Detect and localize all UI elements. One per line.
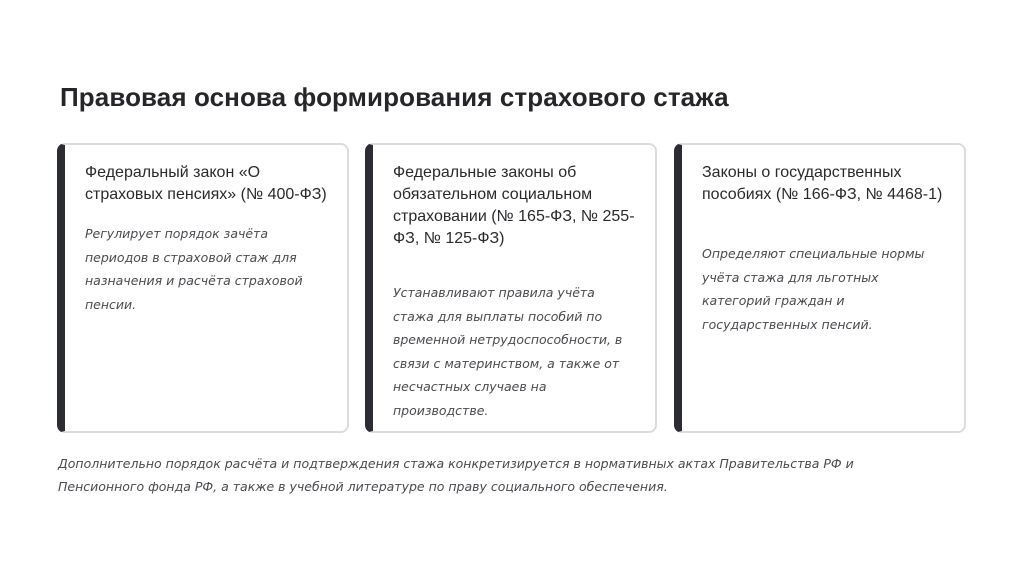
law-cards xyxy=(57,143,966,433)
card-description: Регулирует порядок зачёта периодов в страховой стаж для назначения и расчёта страховой пенсии. xyxy=(85,226,303,312)
card-description: Устанавливают правила учёта стажа для выплаты пособий по временной нетрудоспособности, в связи с материнством, а также от несчастных случаев на производстве. xyxy=(393,285,623,418)
footnote: Дополнительно порядок расчёта и подтверждения стажа конкретизируется в нормативных актах Правительства РФ и Пенсионного фонда РФ, а также в учебной литературе по праву социального обеспечения. xyxy=(58,456,854,494)
card-title: Федеральные законы об обязательном социальном страховании (№ 165-ФЗ, № 255-ФЗ, № 125-ФЗ) xyxy=(393,164,635,247)
law-card-social-insurance xyxy=(365,143,657,433)
card-description: Определяют специальные нормы учёта стажа для льготных категорий граждан и государственных пенсий. xyxy=(702,246,925,332)
law-card-400-fz xyxy=(57,143,349,433)
card-title: Федеральный закон «О страховых пенсиях» (№ 400-ФЗ) xyxy=(85,164,327,203)
page-title: Правовая основа формирования страхового стажа xyxy=(60,82,729,112)
card-title: Законы о государственных пособиях (№ 166-ФЗ, № 4468-1) xyxy=(702,164,943,203)
law-card-state-benefits xyxy=(674,143,966,433)
